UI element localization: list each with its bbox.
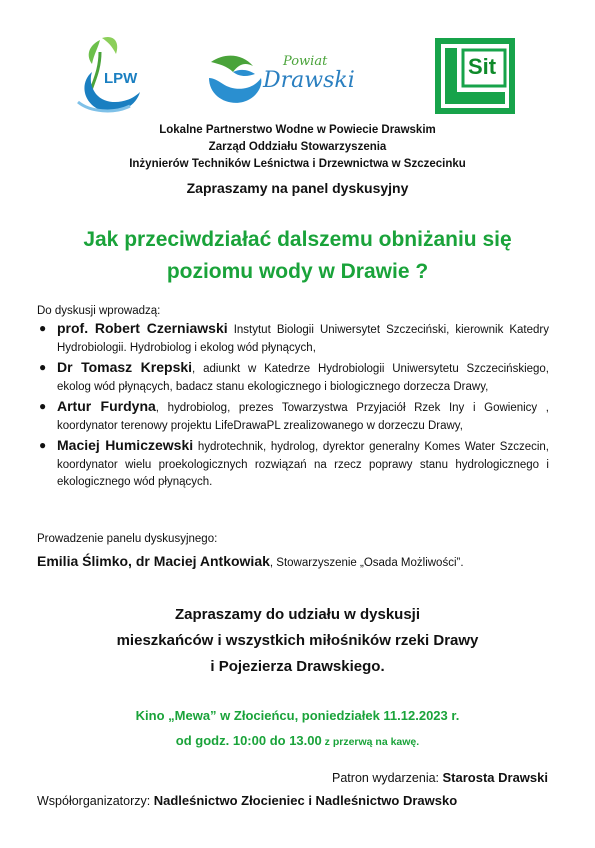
logos-row (0, 32, 595, 122)
speaker-name: Maciej Humiczewski (57, 437, 194, 453)
sit-logo (435, 38, 515, 114)
organizer-line: Lokalne Partnerstwo Wodne w Powiecie Drawskim (159, 124, 436, 136)
speaker-desc: Instytut Biologii Uniwersytet Szczeciński, kierownik Katedry Hydrobiologii. Hydrobiolog i ekolog wód płynących, (57, 324, 549, 354)
speakers-intro: Do dyskusji wprowadzą: (37, 305, 161, 317)
patron-value: Starosta Drawski (442, 770, 548, 785)
organizer-line: Zarząd Oddziału Stowarzyszenia (208, 141, 387, 153)
moderator-label: Prowadzenie panelu dyskusyjnego: (37, 533, 218, 545)
speaker-item (37, 437, 549, 492)
drawski-text: Drawski (263, 68, 355, 93)
headline (0, 224, 595, 288)
speaker-item (37, 320, 549, 357)
powiat-text: Powiat (283, 54, 328, 69)
invitation-line: Zapraszamy do udziału w dyskusji (174, 606, 421, 623)
bullet-icon: ● (39, 360, 47, 374)
invitation-line: i Pojezierza Drawskiego. (210, 658, 385, 675)
coorganizers-line (37, 793, 457, 808)
speaker-name: prof. Robert Czerniawski (57, 320, 228, 336)
organizer-line: Inżynierów Techników Leśnictwa i Drzewnictwa w Szczecinku (129, 158, 466, 170)
bullet-icon: ● (39, 399, 47, 413)
wave-fish-icon (205, 48, 265, 108)
lpw-text: LPW (104, 70, 138, 87)
bullet-icon: ● (39, 321, 47, 335)
bullet-icon: ● (39, 438, 47, 452)
coorganizers-label: Współorganizatorzy: (37, 794, 154, 808)
lpw-logo (70, 32, 154, 116)
coorganizers-value: Nadleśnictwo Złocieniec i Nadleśnictwo Drawsko (153, 793, 458, 808)
speaker-name: Dr Tomasz Krepski (57, 359, 193, 375)
headline-line: Jak przeciwdziałać dalszemu obniżaniu się (83, 228, 512, 251)
break-note: z przerwą na kawę. (321, 736, 420, 748)
moderator-names: Emilia Ślimko, dr Maciej Antkowiak (37, 553, 270, 569)
time-line (0, 728, 595, 755)
powiat-drawski-logo (205, 48, 365, 112)
panel-invitation: Zapraszamy na panel dyskusyjny (186, 180, 409, 196)
speaker-name: Artur Furdyna (57, 398, 156, 414)
speakers-list (37, 320, 549, 494)
speaker-desc: hydrotechnik, hydrolog, dyrektor generalny Komes Water Szczecin, koordynator wielu proekologicznych rozwiązań na rzecz poprawy stanu hydrologicznego i ekologicznego wód płynących. (57, 441, 549, 488)
sit-text: Sit (468, 54, 497, 79)
venue-info (0, 703, 595, 755)
participation-invitation (0, 602, 595, 680)
invitation-line: mieszkańców i wszystkich miłośników rzeki Drawy (116, 632, 479, 649)
organizers-block (0, 122, 595, 173)
time-range: od godz. 10:00 do 13.00 (175, 733, 322, 748)
headline-line: poziomu wody w Drawie ? (166, 260, 429, 283)
speaker-item (37, 398, 549, 435)
moderator-line (37, 553, 464, 569)
venue-line: Kino „Mewa” w Złocieńcu, poniedziałek 11.12.2023 r. (135, 708, 460, 723)
moderator-org: , Stowarzyszenie „Osada Możliwości”. (269, 557, 464, 569)
speaker-desc: , hydrobiolog, prezes Towarzystwa Przyjaciół Rzek Iny i Gowienicy , koordynator terenowy projektu LifeDrawaPL zrealizowanego w dorzeczu Drawy, (57, 402, 549, 432)
speaker-desc: , adiunkt w Katedrze Hydrobiologii Uniwersytetu Szczecińskiego, ekolog wód płynących, badacz stanu ekologicznego i biologicznego dorzecza Drawy, (57, 363, 550, 393)
patron-line (332, 770, 548, 785)
speaker-item (37, 359, 549, 396)
patron-label: Patron wydarzenia: (332, 771, 443, 785)
